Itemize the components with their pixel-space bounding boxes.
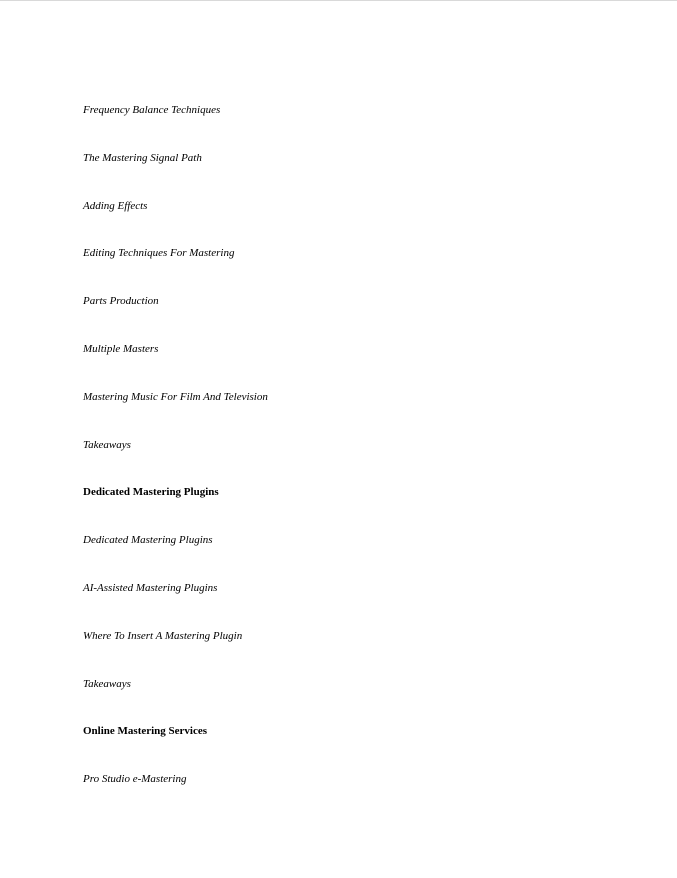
toc-entry-takeaways-2: Takeaways [83,677,131,690]
toc-entry-editing-techniques: Editing Techniques For Mastering [83,247,235,260]
toc-entry-parts-production: Parts Production [83,295,159,308]
toc-entry-ai-assisted-mastering-plugins: AI-Assisted Mastering Plugins [83,581,218,594]
toc-entry-adding-effects: Adding Effects [83,199,148,212]
toc-entry-mastering-signal-path: The Mastering Signal Path [83,151,202,164]
toc-entry-frequency-balance-techniques: Frequency Balance Techniques [83,104,221,116]
toc-entry-pro-studio-e-mastering: Pro Studio e-Mastering [83,773,187,786]
toc-section-dedicated-mastering-plugins: Dedicated Mastering Plugins [83,486,219,499]
toc-entry-where-to-insert-plugin: Where To Insert A Mastering Plugin [83,629,243,642]
toc-entry-takeaways: Takeaways [83,438,131,451]
table-of-contents [83,103,268,820]
toc-section-online-mastering-services: Online Mastering Services [83,725,208,738]
toc-entry-mastering-music-film-tv: Mastering Music For Film And Television [83,390,268,403]
page-top-border [0,0,677,1]
toc-entry-multiple-masters: Multiple Masters [83,342,159,355]
toc-entry-dedicated-mastering-plugins: Dedicated Mastering Plugins [83,534,213,547]
